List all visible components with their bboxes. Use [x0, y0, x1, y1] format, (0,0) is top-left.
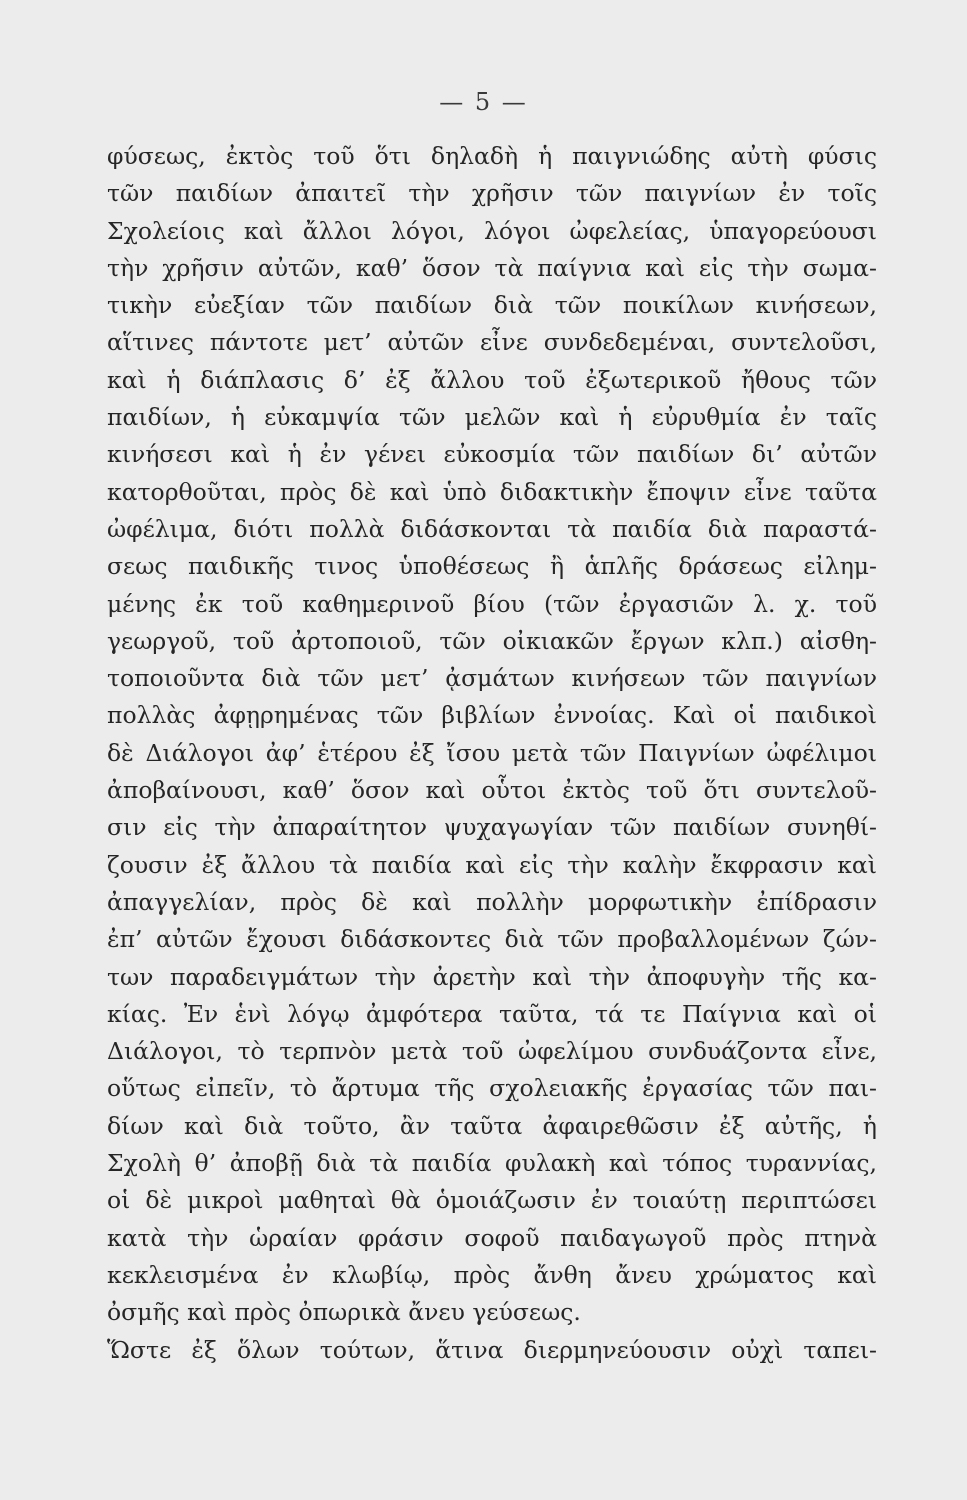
- text-line: ἀπαγγελίαν, πρὸς δὲ καὶ πολλὴν μορφωτικὴν ἐπίδρασιν: [107, 887, 877, 916]
- text-line: κινήσεσι καὶ ἡ ἐν γένει εὐκοσμία τῶν παιδίων δι’ αὐτῶν: [107, 440, 877, 469]
- text-line: οἱ δὲ μικροὶ μαθηταὶ θὰ ὁμοιάζωσιν ἐν τοιαύτῃ περιπτώσει: [107, 1186, 877, 1215]
- text-line: καὶ ἡ διάπλασις δ’ ἐξ ἄλλου τοῦ ἐξωτερικοῦ ἤθους τῶν: [107, 365, 877, 394]
- text-line: κεκλεισμένα ἐν κλωβίῳ, πρὸς ἄνθη ἄνευ χρώματος καὶ: [107, 1260, 877, 1289]
- body-text: [107, 138, 877, 1369]
- text-line: μένης ἐκ τοῦ καθημερινοῦ βίου (τῶν ἐργασιῶν λ. χ. τοῦ: [107, 589, 877, 618]
- text-line: παιδίων, ἡ εὐκαμψία τῶν μελῶν καὶ ἡ εὐρυθμία ἐν ταῖς: [107, 403, 877, 432]
- text-line: Διάλογοι, τὸ τερπνὸν μετὰ τοῦ ὠφελίμου συνδυάζοντα εἶνε,: [107, 1037, 877, 1066]
- text-line: γεωργοῦ, τοῦ ἀρτοποιοῦ, τῶν οἰκιακῶν ἔργων κλπ.) αἰσθη-: [107, 626, 877, 655]
- text-line: ὀσμῆς καὶ πρὸς ὀπωρικὰ ἄνευ γεύσεως.: [107, 1298, 581, 1327]
- text-line: ἀποβαίνουσι, καθ’ ὅσον καὶ οὗτοι ἐκτὸς τοῦ ὅτι συντελοῦ-: [107, 776, 877, 805]
- text-line: δὲ Διάλογοι ἀφ’ ἑτέρου ἐξ ἴσου μετὰ τῶν Παιγνίων ὠφέλιμοι: [107, 738, 877, 767]
- page-number: — 5 —: [439, 88, 528, 116]
- text-line: τικὴν εὐεξίαν τῶν παιδίων διὰ τῶν ποικίλων κινήσεων,: [107, 291, 877, 320]
- text-line: ἐπ’ αὐτῶν ἔχουσι διδάσκοντες διὰ τῶν προβαλλομένων ζών-: [107, 925, 877, 954]
- text-line: ὠφέλιμα, διότι πολλὰ διδάσκονται τὰ παιδία διὰ παραστά-: [107, 514, 877, 543]
- text-line: ζουσιν ἐξ ἄλλου τὰ παιδία καὶ εἰς τὴν καλὴν ἔκφρασιν καὶ: [107, 850, 877, 879]
- text-line: δίων καὶ διὰ τοῦτο, ἂν ταῦτα ἀφαιρεθῶσιν ἐξ αὐτῆς, ἡ: [107, 1111, 877, 1140]
- text-line: κίας. Ἐν ἑνὶ λόγῳ ἀμφότερα ταῦτα, τά τε Παίγνια καὶ οἱ: [107, 999, 877, 1028]
- text-line: κατορθοῦται, πρὸς δὲ καὶ ὑπὸ διδακτικὴν ἔποψιν εἶνε ταῦτα: [107, 477, 877, 506]
- text-line: φύσεως, ἐκτὸς τοῦ ὅτι δηλαδὴ ἡ παιγνιώδης αὐτὴ φύσις: [107, 142, 877, 170]
- text-line: των παραδειγμάτων τὴν ἀρετὴν καὶ τὴν ἀποφυγὴν τῆς κα-: [107, 962, 877, 991]
- text-line: σεως παιδικῆς τινος ὑποθέσεως ἢ ἁπλῆς δράσεως εἰλημ-: [107, 552, 877, 581]
- text-line: τὴν χρῆσιν αὐτῶν, καθ’ ὅσον τὰ παίγνια καὶ εἰς τὴν σωμα-: [107, 253, 877, 282]
- text-line: αἵτινες πάντοτε μετ’ αὐτῶν εἶνε συνδεδεμέναι, συντελοῦσι,: [107, 328, 877, 357]
- text-line: τοποιοῦντα διὰ τῶν μετ’ ᾀσμάτων κινήσεων τῶν παιγνίων: [107, 664, 877, 693]
- text-line: οὕτως εἰπεῖν, τὸ ἄρτυμα τῆς σχολειακῆς ἐργασίας τῶν παι-: [107, 1074, 877, 1103]
- text-line: κατὰ τὴν ὡραίαν φράσιν σοφοῦ παιδαγωγοῦ πρὸς πτηνὰ: [107, 1223, 877, 1252]
- text-line: τῶν παιδίων ἀπαιτεῖ τὴν χρῆσιν τῶν παιγνίων ἐν τοῖς: [107, 179, 877, 208]
- text-line: πολλὰς ἀφῃρημένας τῶν βιβλίων ἐννοίας. Καὶ οἱ παιδικοὶ: [107, 701, 877, 730]
- text-line: Σχολὴ θ’ ἀποβῇ διὰ τὰ παιδία φυλακὴ καὶ τόπος τυραννίας,: [107, 1149, 877, 1178]
- text-line: Σχολείοις καὶ ἄλλοι λόγοι, λόγοι ὠφελείας, ὑπαγορεύουσι: [107, 216, 877, 245]
- text-line: Ὥστε ἐξ ὅλων τούτων, ἅτινα διερμηνεύουσιν οὐχὶ ταπει-: [107, 1335, 877, 1364]
- text-line: σιν εἰς τὴν ἀπαραίτητον ψυχαγωγίαν τῶν παιδίων συνηθί-: [107, 813, 877, 842]
